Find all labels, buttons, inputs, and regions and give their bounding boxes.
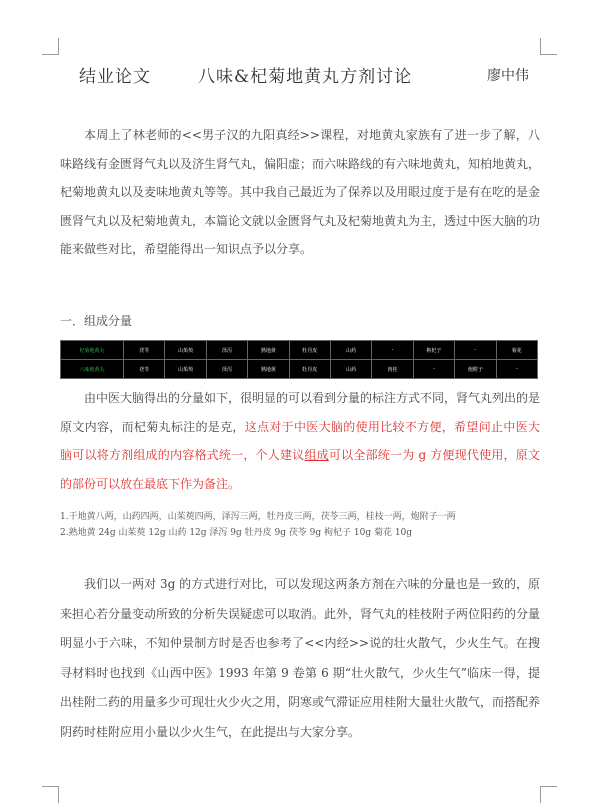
table-cell: 泽泻 xyxy=(206,360,247,379)
dosage-comment-paragraph xyxy=(60,384,540,498)
comparison-paragraph: 我们以一两对 3g 的方式进行对比，可以发现这两条方剂在六味的分量也是一致的，原来担心若分量变动所致的分析失误疑虑可以取消。此外，肾气丸的桂枝附子两位阳药的分量明显小于六味，不知仲景制方时是否也参考了<<内经>>说的壮火散气，少火生气。在搜寻材料时也找到《山西中医》1993 年第 9 卷第 6 期“壮火散气，少火生气”临床一得，提出桂附二药的用量多少可现壮火少火之用，阴寒或气滞证应用桂附大量壮火散气，而搭配养阴药时桂附应用小量以少火生气，在此提出与大家分享。 xyxy=(60,577,541,739)
table-cell: - xyxy=(413,360,454,379)
table-cell: 牡丹皮 xyxy=(289,360,330,379)
table-cell: 泽泻 xyxy=(206,341,247,360)
table-cell: 熟地黄 xyxy=(248,341,289,360)
table-cell: 茯苓 xyxy=(124,341,165,360)
page-corner-mark-bottom-right xyxy=(540,786,557,803)
suggestion-underlined-word: 组成 xyxy=(304,448,329,462)
document-title-row xyxy=(0,62,596,86)
table-cell: 炮附子 xyxy=(455,360,496,379)
dosage-list xyxy=(60,509,550,541)
table-cell: - xyxy=(496,360,537,379)
table-cell: 熟地黄 xyxy=(248,360,289,379)
composition-table xyxy=(60,340,538,379)
page-corner-mark-bottom-left xyxy=(42,786,59,803)
table-cell: 山茱萸 xyxy=(165,341,206,360)
list-item: 1.干地黄八两，山药四两，山茱萸四两，泽泻三两，牡丹皮三两，茯苓三两，桂枝一两，炮附子一两 xyxy=(60,512,456,522)
suggestion-text-a: 这点对于中医大脑的使用比较不方便，希望问止中医大脑可以将方剂组成的内容格式统一，个人建议 xyxy=(60,419,540,462)
table-cell: 山药 xyxy=(330,360,371,379)
table-row-label: 八味地黄丸 xyxy=(61,360,124,379)
table-cell: 牡丹皮 xyxy=(289,341,330,360)
author-name: 廖中伟 xyxy=(487,68,529,84)
table-cell: 肉桂 xyxy=(372,360,413,379)
table-cell: - xyxy=(455,341,496,360)
document-label: 结业论文 xyxy=(79,67,151,87)
dosage-comment-text: 由中医大脑得出的分量如下，很明显的可以看到分量的标注方式不同，肾气丸列出的是原文内容，而杞菊丸标注的是克， xyxy=(60,391,541,434)
table-row xyxy=(61,341,538,360)
page-corner-mark-top-left xyxy=(42,38,59,55)
table-cell: 山药 xyxy=(330,341,371,360)
table-cell: - xyxy=(372,341,413,360)
table-cell: 茯苓 xyxy=(124,360,165,379)
table-cell: 山茱萸 xyxy=(165,360,206,379)
list-item: 2.熟地黄 24g 山茱萸 12g 山药 12g 泽泻 9g 牡丹皮 9g 茯苓 9g 枸杞子 10g 菊花 10g xyxy=(60,528,413,538)
table-row xyxy=(61,360,538,379)
page-corner-mark-top-right xyxy=(540,38,557,55)
table-cell: 枸杞子 xyxy=(413,341,454,360)
suggestion-text-b: 可以全部统一为 g 方便现代使用，原文的部份可以放在最底下作为备注。 xyxy=(60,448,540,491)
section-heading-composition: 一．组成分量 xyxy=(60,314,133,328)
document-title: 八味&杞菊地黄丸方剂讨论 xyxy=(198,67,413,87)
intro-paragraph: 本周上了林老师的<<男子汉的九阳真经>>课程，对地黄丸家族有了进一步了解，八味路线有金匮肾气丸以及济生肾气丸，偏阳虚；而六味路线的有六味地黄丸，知柏地黄丸，杞菊地黄丸以及麦味地黄丸等等。其中我自己最近为了保养以及用眼过度于是有在吃的是金匮肾气丸以及杞菊地黄丸，本篇论文就以金匮肾气丸及杞菊地黄丸为主，透过中医大脑的功能来做些对比，希望能得出一知识点予以分享。 xyxy=(60,128,541,256)
table-cell: 菊花 xyxy=(496,341,537,360)
table-row-label: 杞菊地黄丸 xyxy=(61,341,124,360)
